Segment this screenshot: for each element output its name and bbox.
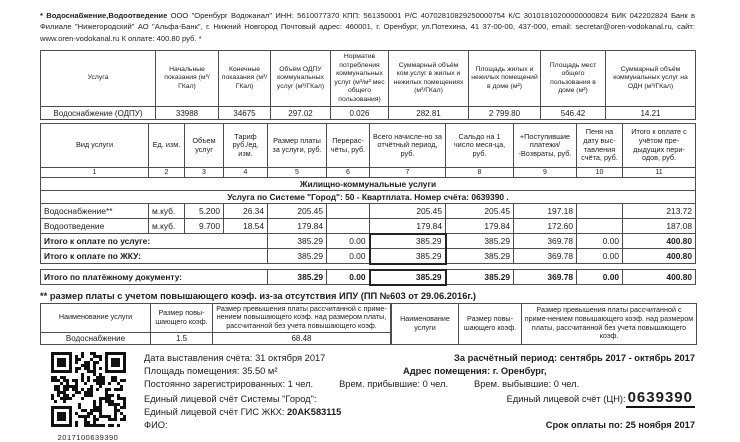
premise-address-value: г. Оренбург, [492, 365, 547, 376]
totals-label: Итого к оплате по ЖКУ: [41, 249, 268, 264]
cell: м.куб. [149, 219, 185, 234]
cell: 385.29 [370, 249, 446, 264]
cell: 0.026 [331, 107, 389, 120]
gis-account-number: 20AK583115 [287, 406, 342, 417]
cn-account-number: 0639390 [627, 388, 693, 406]
cell: 0.00 [577, 234, 623, 249]
col-header: Итого к оплате с учётом пре-дыдущих пери-одов, руб. [623, 124, 696, 168]
cell: 18.54 [224, 219, 268, 234]
due-date-label: Срок оплаты по: [545, 419, 623, 430]
col-header: Тариф руб./ед. изм. [224, 124, 268, 168]
cell [327, 204, 370, 219]
cell: 385.29 [446, 249, 514, 264]
premise-area-label: Площадь помещения: [144, 365, 240, 376]
cell: 205.45 [268, 204, 327, 219]
gorod-account-line [144, 393, 377, 406]
odpu-header-row [41, 51, 696, 107]
totals-row [41, 249, 696, 264]
coef-data-row [41, 332, 391, 344]
temp-in-value: 0 чел. [422, 378, 449, 389]
cell: 5.200 [185, 204, 224, 219]
col-header: Вид услуги [41, 124, 149, 168]
gorod-account-label: Единый лицевой счёт Системы "Город": [144, 393, 317, 404]
col-header: Суммарный объём коммунальных услуг на ОДН (м³/ГКал) [606, 51, 696, 107]
subsection-title: Услуга по Системе "Город": 50 - Квартплата. Номер счёта: 0639390 . [41, 191, 696, 204]
qr-block [40, 352, 136, 442]
cell: 369.78 [514, 234, 577, 249]
fio-label: ФИО: [144, 419, 168, 430]
cell: 0.00 [577, 249, 623, 264]
col-number: 9 [514, 168, 577, 178]
col-header: Размер платы за услуги, руб. [268, 124, 327, 168]
charges-table [40, 123, 696, 265]
col-number: 6 [327, 168, 370, 178]
charges-header-row [41, 124, 696, 168]
cell: 369.78 [514, 249, 577, 264]
premise-area-line [144, 365, 377, 378]
cell: 385.29 [268, 249, 327, 264]
footer-line [144, 352, 695, 365]
cell: 0.00 [327, 249, 370, 264]
col-header: Размер превышения платы рассчитанной с приме-нением повышающего коэф. над размером платы, рассчитанной без учета повышающего коэф. [213, 303, 391, 332]
col-number: 4 [224, 168, 268, 178]
temp-out-value: 0 чел. [553, 378, 580, 389]
cell: 197.18 [514, 204, 577, 219]
gis-account-label: Единый лицевой счёт ГИС ЖКХ: [144, 406, 285, 417]
col-header: Наименование услуги [392, 303, 459, 344]
cell: Водоснабжение [41, 332, 151, 344]
utility-bill-page [40, 10, 695, 442]
cell: 179.84 [370, 219, 446, 234]
cell: 172.60 [514, 219, 577, 234]
coef-table-left [40, 303, 391, 345]
col-header: Сальдо на 1 число меся-ца, руб. [446, 124, 514, 168]
provider-services-label: * Водоснабжение,Водоотведение [40, 11, 168, 20]
col-header: Конечные показания (м³/ГКал) [219, 51, 271, 107]
billing-period-label: За расчётный период: [454, 352, 558, 363]
odpu-data-row [41, 107, 696, 120]
col-header: Наименование услуги [41, 303, 151, 332]
coef-header-row [41, 303, 391, 332]
section-row [41, 178, 696, 191]
footer-lines [144, 352, 695, 442]
qr-code [40, 352, 136, 432]
fio-line [144, 419, 377, 432]
cell: 282.81 [389, 107, 469, 120]
occupancy-line [144, 378, 695, 391]
subsection-row [41, 191, 696, 204]
footer-section [40, 352, 695, 442]
col-header: Объем услуг [185, 124, 224, 168]
provider-details-text: ООО "Оренбург Водоканал" ИНН: 5610077370 КПП: 561350001 Р/С 40702810829250000754 К/С 30101810200000000824 БИК 042202824 Банк в Филиале "Нижегородский" АО "Альфа-Банк", г. Нижний Новгород Почтовый адрес: 460001, г. Оренбург, ул.Потехина, 41 37-00-00, 437-000, email: secretar@oren-vodokanal.ru, сайт: www.oren-vodokanal.ru К оплате: 400.80 руб. * [40, 11, 695, 43]
gis-account-line [144, 406, 695, 419]
col-number: 10 [577, 168, 623, 178]
billing-period-value: сентябрь 2017 - октябрь 2017 [559, 352, 695, 363]
cell: 400.80 [623, 249, 696, 264]
cell [577, 219, 623, 234]
premise-address-label: Адрес помещения: [403, 365, 491, 376]
service-row [41, 219, 696, 234]
cell: 0.00 [577, 270, 623, 285]
cell: 0.00 [327, 270, 370, 285]
col-header: Услуга [41, 51, 156, 107]
issue-date-value: 31 октября 2017 [255, 352, 326, 363]
cell [327, 219, 370, 234]
premise-address-line [377, 365, 695, 378]
cell: 213.72 [623, 204, 696, 219]
cell: 14.21 [606, 107, 696, 120]
cell: 9.700 [185, 219, 224, 234]
issue-date-label: Дата выставления счёта: [144, 352, 253, 363]
provider-header [40, 10, 695, 44]
registered-value: 1 чел. [287, 378, 314, 389]
cell: 385.29 [370, 270, 446, 285]
col-header: Пеня на дату выс-тавления счёта, руб. [577, 124, 623, 168]
col-number: 2 [149, 168, 185, 178]
cell: Водоснабжение (ОДПУ) [41, 107, 156, 120]
cell: 26.34 [224, 204, 268, 219]
col-header: Площадь жилых и нежилых помещений в доме (м²) [469, 51, 541, 107]
cell: 205.45 [446, 204, 514, 219]
cell: 385.29 [446, 270, 514, 285]
col-number: 3 [185, 168, 224, 178]
grand-total-label: Итого по платёжному документу: [41, 270, 268, 285]
col-header: Размер повы-шающего коэф. [151, 303, 213, 332]
cell: 385.29 [268, 270, 327, 285]
cell: 33988 [156, 107, 219, 120]
cell: 385.29 [370, 234, 446, 249]
footer-line [144, 365, 695, 378]
column-numbers-row [41, 168, 696, 178]
col-number: 7 [370, 168, 446, 178]
cn-account-line [377, 388, 695, 406]
cell: 400.80 [623, 234, 696, 249]
col-header: Размер превышения платы рассчитанной с приме-нением повышающего коэф. над размером платы, рассчитанной без учета повышающего коэф. [522, 303, 697, 344]
cell: 2 799.80 [469, 107, 541, 120]
temp-in-label: Врем. прибывшие: [339, 378, 420, 389]
cell: 187.08 [623, 219, 696, 234]
temp-out-label: Врем. выбывшие: [474, 378, 552, 389]
footer-line [144, 419, 695, 432]
col-header: +Поступившие платежи/ -Возвраты, руб. [514, 124, 577, 168]
cell: 179.84 [268, 219, 327, 234]
col-header: Размер повы-шающего коэф. [459, 303, 522, 344]
cell: 385.29 [446, 234, 514, 249]
billing-period-line [377, 352, 695, 365]
col-header: Начальные показания (м³/ГКал) [156, 51, 219, 107]
grand-total-row [41, 270, 696, 285]
totals-row [41, 234, 696, 249]
coef-header-row [392, 303, 697, 344]
grand-total-table [40, 269, 696, 286]
coef-tables [40, 303, 695, 345]
coef-table-right [391, 303, 697, 345]
col-header: Суммарный объём ком.услуг в жилых и нежилых помещениях (м³/ГКал) [389, 51, 469, 107]
service-row [41, 204, 696, 219]
raising-coef-footnote: ** размер платы с учетом повышающего коэф. из-за отсутствия ИПУ (ПП №603 от 29.06.2016г.) [40, 290, 476, 301]
col-number: 8 [446, 168, 514, 178]
cell: 0.00 [327, 234, 370, 249]
col-header: Площадь мест общего пользования в доме (м²) [541, 51, 606, 107]
col-number: 1 [41, 168, 149, 178]
col-header: Объём ОДПУ коммунальных услуг (м³/ГКал) [271, 51, 331, 107]
cell: 205.45 [370, 204, 446, 219]
col-header: Всего начисле-но за отчётный период, руб. [370, 124, 446, 168]
cell: 68.48 [213, 332, 391, 344]
col-header: Норматив потребления коммунальных услуг (м³/м² мес общего пользования) [331, 51, 389, 107]
registered-label: Постоянно зарегистрированных: [144, 378, 286, 389]
col-number: 11 [623, 168, 696, 178]
barcode-number: 2017100639390 [57, 432, 119, 442]
cell: 546.42 [541, 107, 606, 120]
section-title: Жилищно-коммунальные услуги [41, 178, 696, 191]
cell: 369.78 [514, 270, 577, 285]
cell: 400.80 [623, 270, 696, 285]
col-header: Ед. изм. [149, 124, 185, 168]
due-date-line [377, 419, 695, 432]
col-number: 5 [268, 168, 327, 178]
totals-label: Итого к оплате по услуге: [41, 234, 268, 249]
col-header: Перерас-чёты, руб. [327, 124, 370, 168]
cell: 179.84 [446, 219, 514, 234]
cell: 34675 [219, 107, 271, 120]
odpu-table [40, 50, 696, 120]
cell: 385.29 [268, 234, 327, 249]
service-name: Водоснабжение** [41, 204, 149, 219]
cell: 297.02 [271, 107, 331, 120]
cell [577, 204, 623, 219]
due-date-value: 25 ноября 2017 [625, 419, 695, 430]
cell: 1.5 [151, 332, 213, 344]
issue-date-line [144, 352, 377, 365]
cell: м.куб. [149, 204, 185, 219]
service-name: Водоотведение [41, 219, 149, 234]
premise-area-value: 35.50 м² [242, 365, 278, 376]
cn-account-label: Единый лицевой счёт (ЦН): [506, 393, 626, 404]
footer-line [144, 388, 695, 406]
